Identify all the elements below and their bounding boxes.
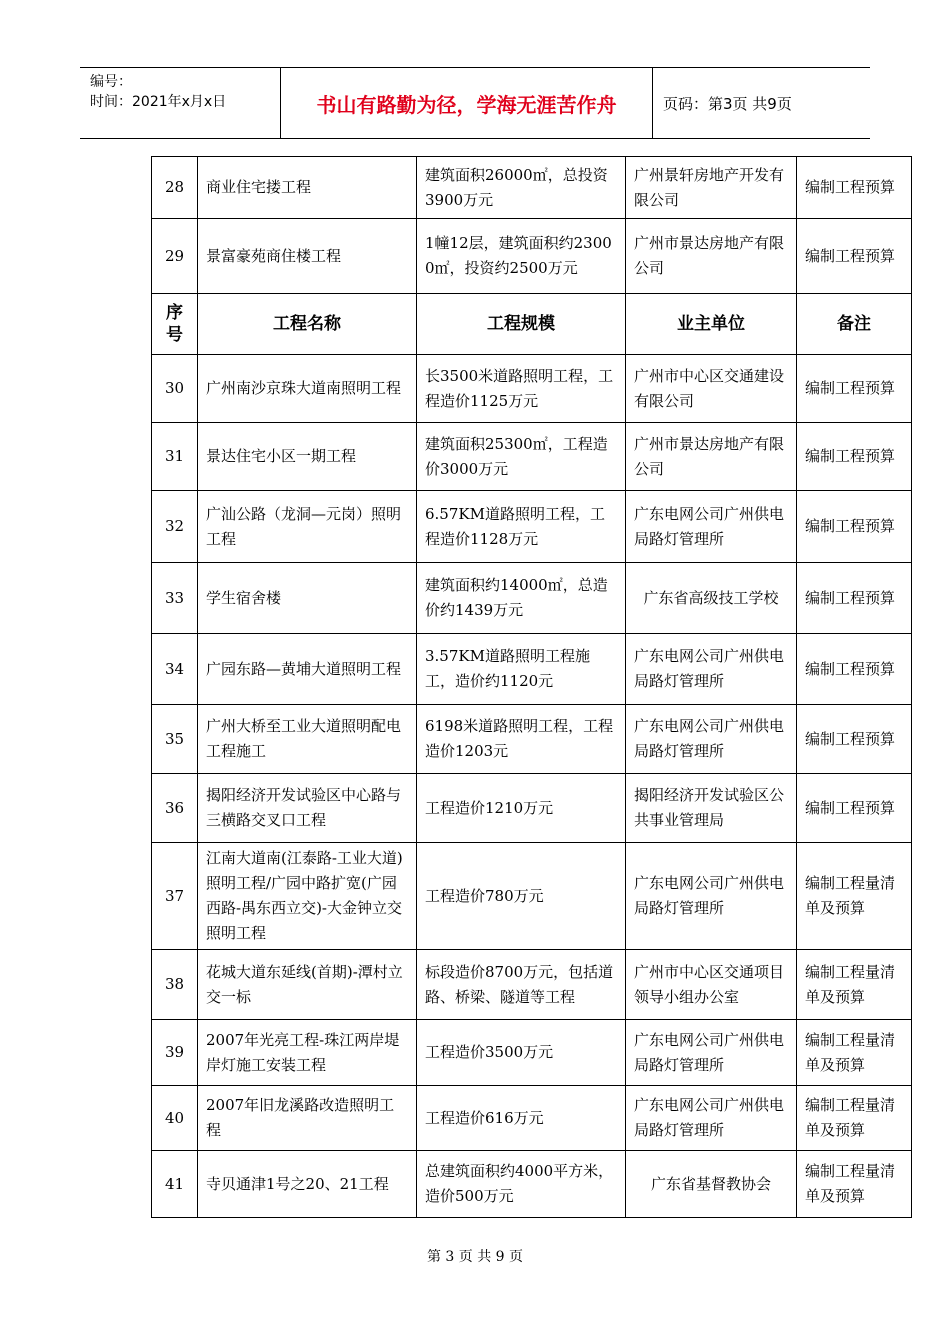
header-motto: 书山有路勤为径，学海无涯苦作舟 — [281, 68, 653, 138]
cell-no: 33 — [152, 563, 198, 634]
cell-note: 编制工程预算 — [797, 634, 912, 705]
cell-owner: 广东省基督教协会 — [626, 1151, 797, 1218]
cell-no: 38 — [152, 950, 198, 1020]
table-row — [152, 219, 912, 294]
cell-name: 广园东路—黄埔大道照明工程 — [198, 634, 417, 705]
table-row — [152, 774, 912, 843]
cell-note: 编制工程量清单及预算 — [797, 843, 912, 950]
cell-owner: 广东省高级技工学校 — [626, 563, 797, 634]
cell-scale: 总建筑面积约4000平方米，造价500万元 — [417, 1151, 626, 1218]
table-row — [152, 843, 912, 950]
cell-owner: 揭阳经济开发试验区公共事业管理局 — [626, 774, 797, 843]
cell-name: 广汕公路（龙洞—元岗）照明工程 — [198, 491, 417, 563]
table-row — [152, 950, 912, 1020]
cell-owner: 广东电网公司广州供电局路灯管理所 — [626, 634, 797, 705]
table-row — [152, 423, 912, 491]
cell-name: 2007年旧龙溪路改造照明工程 — [198, 1086, 417, 1151]
table-header — [152, 294, 912, 355]
header-meta — [80, 68, 281, 138]
cell-note: 编制工程量清单及预算 — [797, 1086, 912, 1151]
cell-owner: 广东电网公司广州供电局路灯管理所 — [626, 705, 797, 774]
cell-no: 39 — [152, 1020, 198, 1086]
cell-name: 景达住宅小区一期工程 — [198, 423, 417, 491]
cell-no: 30 — [152, 355, 198, 423]
cell-no: 31 — [152, 423, 198, 491]
table-header-row — [152, 294, 912, 355]
cell-scale: 6198米道路照明工程，工程造价1203元 — [417, 705, 626, 774]
cell-name: 江南大道南(江泰路-工业大道)照明工程/广园中路扩宽(广园西路-禺东西立交)-大金钟立交照明工程 — [198, 843, 417, 950]
page-footer: 第 3 页 共 9 页 — [426, 1249, 524, 1265]
cell-scale: 6.57KM道路照明工程，工程造价1128万元 — [417, 491, 626, 563]
table-body-after — [152, 355, 912, 1218]
cell-name: 寺贝通津1号之20、21工程 — [198, 1151, 417, 1218]
header-page-info: 页码：第3页 共9页 — [663, 94, 792, 113]
cell-note: 编制工程预算 — [797, 157, 912, 219]
cell-note: 编制工程预算 — [797, 705, 912, 774]
cell-owner: 广州市中心区交通建设有限公司 — [626, 355, 797, 423]
col-header-no: 序号 — [152, 294, 198, 355]
table-row — [152, 491, 912, 563]
cell-scale: 建筑面积26000㎡，总投资3900万元 — [417, 157, 626, 219]
cell-owner: 广东电网公司广州供电局路灯管理所 — [626, 1020, 797, 1086]
number-label: 编号： — [90, 74, 132, 90]
cell-note: 编制工程预算 — [797, 423, 912, 491]
cell-name: 商业住宅搂工程 — [198, 157, 417, 219]
cell-scale: 标段造价8700万元，包括道路、桥梁、隧道等工程 — [417, 950, 626, 1020]
cell-scale: 工程造价1210万元 — [417, 774, 626, 843]
cell-owner: 广州市景达房地产有限公司 — [626, 219, 797, 294]
cell-no: 34 — [152, 634, 198, 705]
cell-scale: 1幢12层，建筑面积约23000㎡，投资约2500万元 — [417, 219, 626, 294]
time-label: 时间：2021年x月x日 — [90, 94, 227, 110]
cell-owner: 广东电网公司广州供电局路灯管理所 — [626, 1086, 797, 1151]
cell-name: 揭阳经济开发试验区中心路与三横路交叉口工程 — [198, 774, 417, 843]
col-header-scale: 工程规模 — [417, 294, 626, 355]
cell-name: 广州大桥至工业大道照明配电工程施工 — [198, 705, 417, 774]
cell-no: 29 — [152, 219, 198, 294]
cell-note: 编制工程预算 — [797, 355, 912, 423]
table-row — [152, 1151, 912, 1218]
cell-note: 编制工程预算 — [797, 563, 912, 634]
cell-note: 编制工程量清单及预算 — [797, 1020, 912, 1086]
cell-scale: 建筑面积25300㎡，工程造价3000万元 — [417, 423, 626, 491]
cell-owner: 广州市景达房地产有限公司 — [626, 423, 797, 491]
cell-no: 40 — [152, 1086, 198, 1151]
col-header-note: 备注 — [797, 294, 912, 355]
cell-note: 编制工程预算 — [797, 774, 912, 843]
cell-no: 32 — [152, 491, 198, 563]
cell-owner: 广东电网公司广州供电局路灯管理所 — [626, 491, 797, 563]
cell-no: 37 — [152, 843, 198, 950]
cell-name: 景富豪苑商住楼工程 — [198, 219, 417, 294]
cell-note: 编制工程量清单及预算 — [797, 1151, 912, 1218]
cell-scale: 工程造价3500万元 — [417, 1020, 626, 1086]
table-row — [152, 563, 912, 634]
cell-name: 2007年光亮工程-珠江两岸堤岸灯施工安装工程 — [198, 1020, 417, 1086]
table-row — [152, 1086, 912, 1151]
col-header-owner: 业主单位 — [626, 294, 797, 355]
project-table — [151, 156, 912, 1218]
cell-owner: 广东电网公司广州供电局路灯管理所 — [626, 843, 797, 950]
document-header — [80, 67, 870, 139]
cell-owner: 广州市中心区交通项目领导小组办公室 — [626, 950, 797, 1020]
cell-note: 编制工程预算 — [797, 219, 912, 294]
table-row — [152, 634, 912, 705]
table-body-before — [152, 157, 912, 294]
cell-scale: 建筑面积约14000㎡，总造价约1439万元 — [417, 563, 626, 634]
cell-name: 广州南沙京珠大道南照明工程 — [198, 355, 417, 423]
cell-no: 36 — [152, 774, 198, 843]
cell-name: 学生宿舍楼 — [198, 563, 417, 634]
cell-scale: 工程造价616万元 — [417, 1086, 626, 1151]
cell-note: 编制工程预算 — [797, 491, 912, 563]
cell-no: 28 — [152, 157, 198, 219]
table-row — [152, 705, 912, 774]
cell-scale: 长3500米道路照明工程，工程造价1125万元 — [417, 355, 626, 423]
cell-note: 编制工程量清单及预算 — [797, 950, 912, 1020]
table-row — [152, 355, 912, 423]
table-row — [152, 1020, 912, 1086]
table-row — [152, 157, 912, 219]
col-header-name: 工程名称 — [198, 294, 417, 355]
cell-scale: 3.57KM道路照明工程施工，造价约1120元 — [417, 634, 626, 705]
cell-no: 35 — [152, 705, 198, 774]
cell-owner: 广州景轩房地产开发有限公司 — [626, 157, 797, 219]
cell-name: 花城大道东延线(首期)-潭村立交一标 — [198, 950, 417, 1020]
cell-no: 41 — [152, 1151, 198, 1218]
cell-scale: 工程造价780万元 — [417, 843, 626, 950]
